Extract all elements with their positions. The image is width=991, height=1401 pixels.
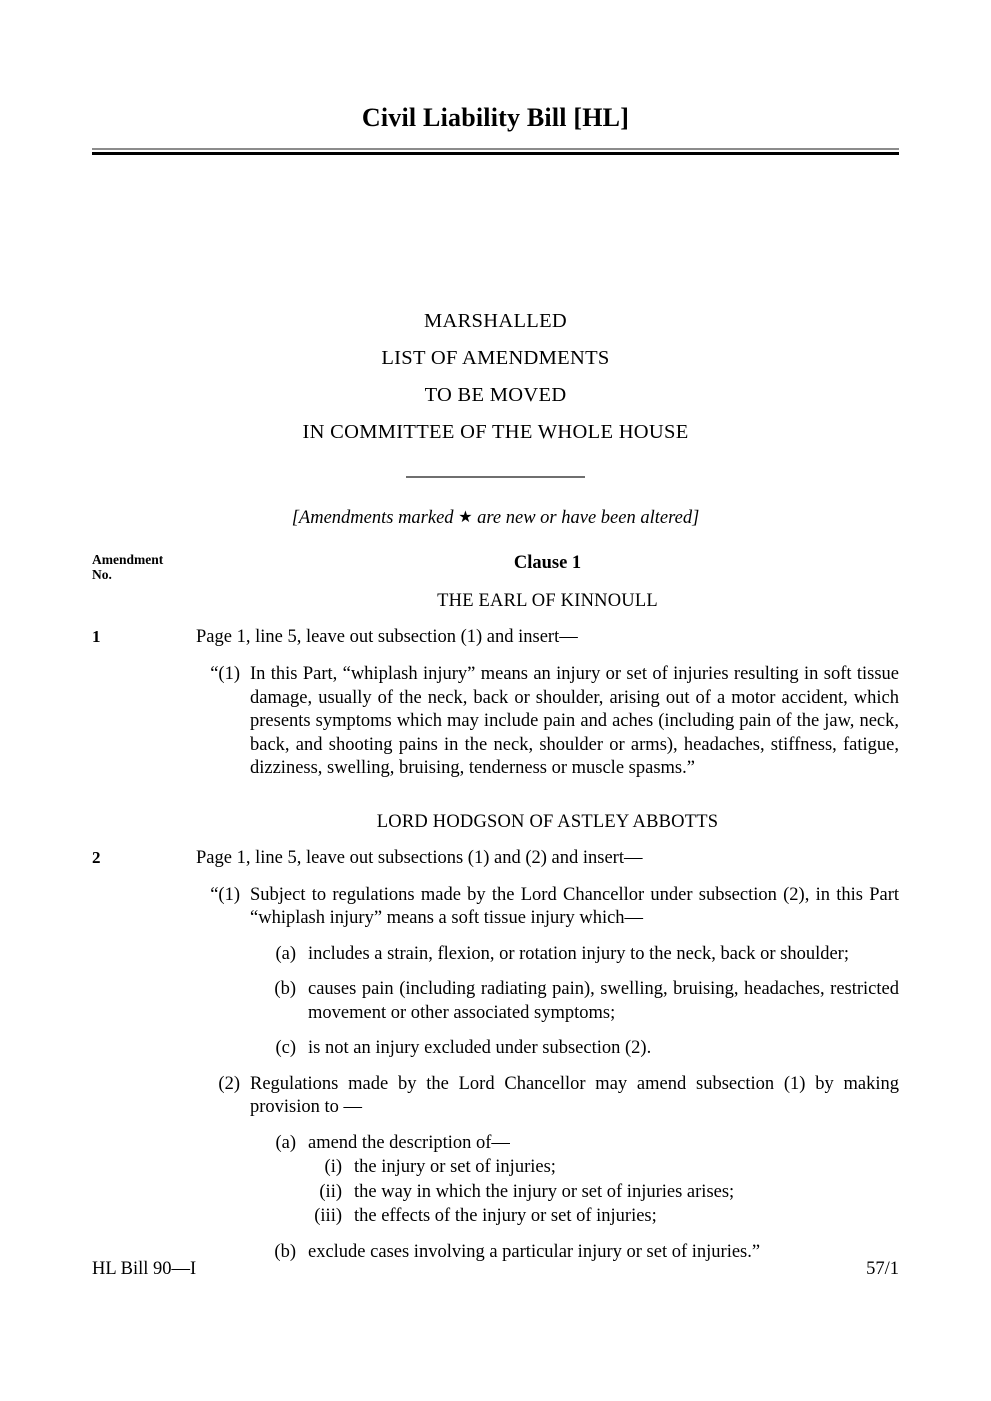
provision-text: includes a strain, flexion, or rotation injury to the neck, back or shoulder; [308,943,849,964]
amendment-lead-2: Page 1, line 5, leave out subsections (1) and (2) and insert— [196,847,643,868]
heading-divider [92,468,899,486]
title-rule-thick [92,152,899,155]
provision-2-1b [196,978,899,1025]
provision-text: the effects of the injury or set of injuries; [354,1206,657,1226]
amendment-lead-1: Page 1, line 5, leave out subsection (1) and insert— [196,627,578,647]
amendment-row-2 [92,846,899,870]
clause-heading: Clause 1 [513,553,582,573]
footer-bill-reference: HL Bill 90—I [92,1259,197,1279]
provision-text: the way in which the injury or set of injuries arises; [354,1181,735,1202]
marked-amendments-note [92,508,899,529]
title-block [92,104,899,155]
provision-text: Regulations made by the Lord Chancellor may amend subsection (1) by making provision to — [250,1073,899,1117]
provision-2-1a [196,943,899,967]
amendment-no-label: Amendment No. [92,552,164,582]
star-icon: ★ [458,509,473,526]
heading-line-to-be-moved: TO BE MOVED [424,384,567,406]
provision-marker: “(1) [210,664,240,684]
amendment-row-1 [92,625,899,649]
provision-text: exclude cases involving a particular injury or set of injuries.” [308,1241,761,1262]
marked-note-suffix: are new or have been altered] [472,508,700,528]
provision-text: the injury or set of injuries; [354,1157,556,1177]
page-title: Civil Liability Bill [HL] [361,103,630,132]
provision-2-2a-iii [196,1205,899,1229]
provision-2-2a [196,1132,899,1156]
provision-marker: (a) [275,1132,296,1153]
provision-marker: (c) [275,1038,296,1058]
provision-text: causes pain (including radiating pain), swelling, bruising, headaches, restricted movement or other associated symptoms; [308,979,899,1023]
body-column [92,552,899,1265]
provision-2-1 [196,884,899,931]
sponsor-lord-hodgson: LORD HODGSON OF ASTLEY ABBOTTS [376,811,719,832]
provision-2-2a-i [196,1156,899,1180]
provision-text: is not an injury excluded under subsection (2). [308,1038,652,1058]
heading-stack [92,303,899,486]
amendment-number-1: 1 [92,627,101,646]
provision-marker: (b) [274,1241,296,1262]
provision-1-1 [196,663,899,781]
provision-marker: “(1) [210,884,240,905]
provision-marker: (i) [324,1157,342,1177]
provision-text: Subject to regulations made by the Lord Chancellor under subsection (2), in this Part “whiplash injury” means a soft tissue injury which— [250,884,899,928]
provision-marker: (ii) [319,1181,342,1202]
provision-text: amend the description of— [308,1132,510,1153]
provision-marker: (iii) [314,1206,342,1226]
heading-line-list-of-amendments: LIST OF AMENDMENTS [381,347,610,369]
provision-marker: (2) [218,1073,240,1094]
amendment-number-2: 2 [92,847,101,867]
footer-page-number: 57/1 [866,1259,899,1279]
sponsor-earl-of-kinnoull: THE EARL OF KINNOULL [437,591,658,611]
title-rule-thin [92,148,899,150]
amendment-2-provisions [92,884,899,1265]
page-footer [92,1258,899,1280]
provision-2-1c [196,1037,899,1061]
heading-line-in-committee: IN COMMITTEE OF THE WHOLE HOUSE [302,421,689,443]
amendment-1-provisions [92,663,899,781]
marked-note-prefix: [Amendments marked [291,508,459,528]
provision-2-2 [196,1073,899,1120]
provision-text: In this Part, “whiplash injury” means an injury or set of injuries resulting in soft tissue damage, usually of the neck, back or shoulder, arising out of a motor accident, which presents symptoms which may include pain and aches (including pain of the jaw, neck, back, and shooting pains in the neck, shoulder or arms), headaches, stiffness, fatigue, dizziness, swelling, bruising, tenderness or muscle spasms.” [250,664,899,778]
divider-rule [406,476,585,478]
provision-marker: (a) [275,943,296,964]
heading-line-marshalled: MARSHALLED [423,310,568,332]
provision-2-2a-ii [196,1181,899,1205]
provision-marker: (b) [274,979,296,999]
